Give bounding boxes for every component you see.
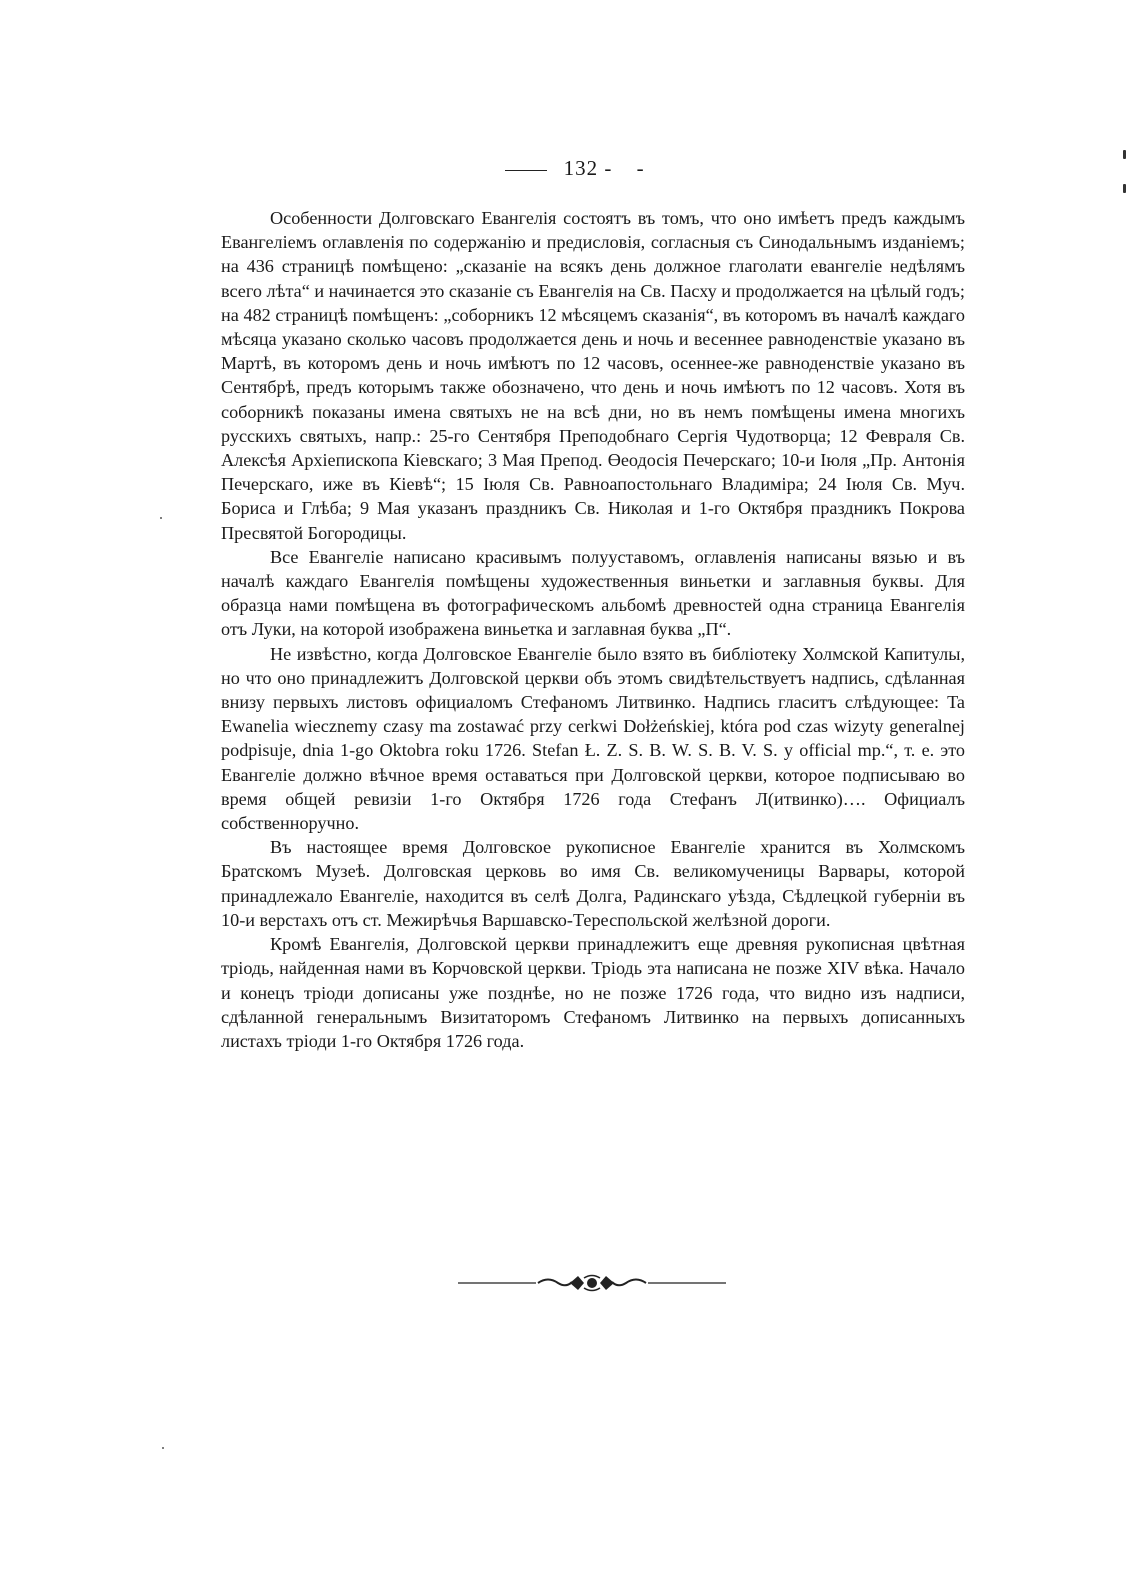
scan-edge-mark [1123,184,1126,193]
paragraph-3: Не извѣстно, когда Долговское Евангеліе было взято въ библіотеку Холмской Капитулы, но что оно принадлежитъ Долговской церкви объ этомъ свидѣтельствуетъ надпись, сдѣланная внизу первыхъ листовъ официаломъ Стефаномъ Литвинко. Надпись гласитъ слѣдующее: Ta Ewanelia wiecznemy czasy ma zostawać przy cerkwi Dołżeńskiej, która pod czas wizyty generalnej podpisuje, dnia 1-go Oktobra roku 1726. Stefan Ł. Z. S. B. W. S. B. V. S. y official mp.“, т. е. это Евангеліе должно вѣчное время оставаться при Долговской церкви, которое подписываю во время общей ревизіи 1-го Октября 1726 года Стефанъ Л(итвинко)…. Официалъ собственноручно. [221,643,965,834]
scan-speck [160,517,162,519]
page-number: 132 - [563,156,613,180]
header-rule [505,170,547,171]
paragraph-5: Кромѣ Евангелія, Долговской церкви принадлежитъ еще древняя рукописная цвѣтная тріодь, найденная нами въ Корчовской церкви. Тріодь эта написана не позже XIV вѣка. Начало и конецъ тріоди дописаны уже позднѣе, но не позже 1726 года, что видно изъ надписи, сдѣланной генеральнымъ Визитаторомъ Стефаномъ Литвинко на первыхъ дописанныхъ листахъ тріоди 1-го Октября 1726 года. [221,934,965,1051]
paragraph-2: Все Евангеліе написано красивымъ полууставомъ, оглавленія написаны вязью и въ началѣ каждаго Евангелія помѣщены художественныя виньетки и заглавныя буквы. Для образца нами помѣщена въ фотографическомъ альбомѣ древностей одна страница Евангелія отъ Луки, на которой изображена виньетка и заглавная буква „П“. [221,546,965,640]
decorative-tailpiece-icon [458,1271,726,1293]
page-header [0,156,1140,181]
scan-edge-mark [1123,150,1126,159]
body-text [221,206,965,1053]
scan-speck [162,1447,164,1449]
paragraph-4: Въ настоящее время Долговское рукописное Евангеліе хранится въ Холмскомъ Братскомъ Музеѣ. Долговская церковь во имя Св. великомученицы Варвары, которой принадлежало Евангеліе, находится въ селѣ Долга, Радинскаго уѣзда, Сѣдлецкой губерніи въ 10-и верстахъ отъ ст. Межирѣчья Варшавско-Тереспольской желѣзной дороги. [221,837,965,930]
paragraph-1: Особенности Долговскаго Евангелія состоятъ въ томъ, что оно имѣетъ предъ каждымъ Евангеліемъ оглавленія по содержанію и предисловія, согласныя съ Синодальнымъ изданіемъ; на 436 страницѣ помѣщено: „сказаніе на всякъ день должное глаголати евангеліе недѣлямъ всего лѣта“ и начинается это сказаніе съ Евангелія на Св. Пасху и продолжается на цѣлый годъ; на 482 страницѣ помѣщенъ: „соборникъ 12 мѣсяцемъ сказанія“, въ которомъ въ началѣ каждаго мѣсяца указано сколько часовъ продолжается день и ночь и весеннее равноденствіе указано въ Мартѣ, въ которомъ день и ночь имѣютъ по 12 часовъ, осеннее-же равноденствіе указано въ Сентябрѣ, предъ которымъ также обозначено, что день и ночь имѣютъ по 12 часовъ. Хотя въ соборникѣ показаны имена святыхъ не на всѣ дни, но въ немъ помѣщены имена многихъ русскихъ святыхъ, напр.: 25-го Сентября Преподобнаго Сергія Чудотворца; 12 Февраля Св. Алексѣя Архіепископа Кіевскаго; 3 Мая Препод. Өеодосія Печерскаго; 10-и Іюля „Пр. Антонія Печерскаго, иже въ Кіевѣ“; 15 Іюля Св. Равноапостольнаго Владиміра; 24 Іюля Св. Муч. Бориса и Глѣба; 9 Мая указанъ праздникъ Св. Николая и 1-го Октября праздникъ Покрова Пресвятой Богородицы. [221,208,965,543]
header-tail-mark: - [636,156,645,180]
